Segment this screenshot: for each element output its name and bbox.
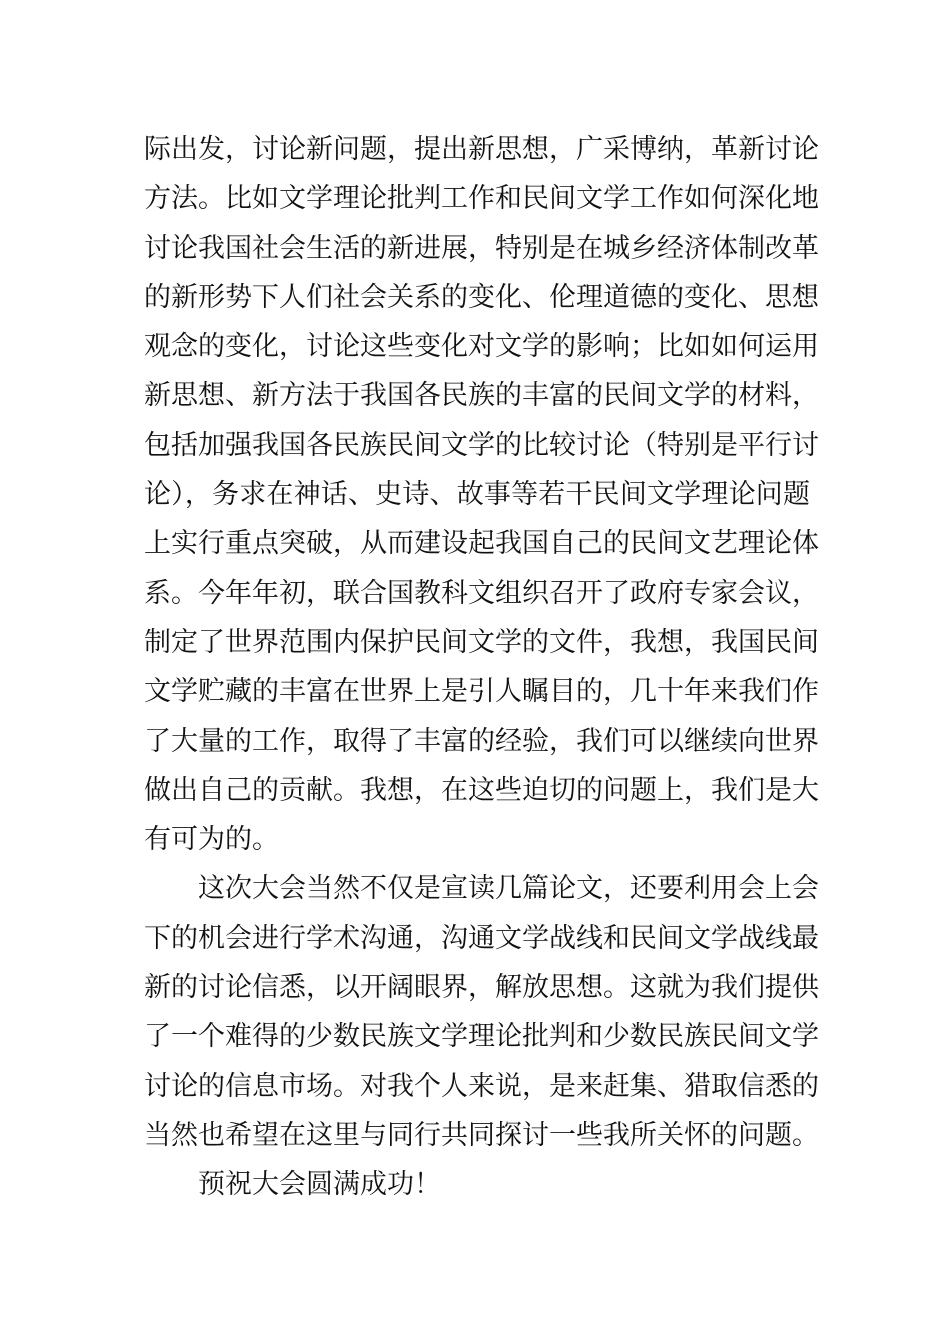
text-line: 做出自己的贡献。我想，在这些迫切的问题上，我们是大 [144,774,819,806]
text-line: 了大量的工作，取得了丰富的经验，我们可以继续向世界 [144,725,819,757]
text-line: 观念的变化，讨论这些变化对文学的影响；比如如何运用 [144,331,819,363]
text-line: 新思想、新方法于我国各民族的丰富的民间文学的材料， [144,380,819,412]
text-line: 际出发，讨论新问题，提出新思想，广采博纳，革新讨论 [144,134,819,165]
text-line: 制定了世界范围内保护民间文学的文件，我想，我国民间 [144,626,819,658]
text-line: 讨论我国社会生活的新进展，特别是在城乡经济体制改革 [144,232,819,264]
body-text [144,125,819,1210]
text-line: 论），务求在神话、史诗、故事等若干民间文学理论问题 [144,479,810,511]
text-line: 文学贮藏的丰富在世界上是引人瞩目的，几十年来我们作 [144,676,819,708]
text-line: 这次大会当然不仅是宣读几篇论文，还要利用会上会 [198,873,819,905]
text-line: 上实行重点突破，从而建设起我国自己的民间文艺理论体 [144,528,819,560]
text-line: 了一个难得的少数民族文学理论批判和少数民族民间文学 [144,1021,819,1053]
text-line: 系。今年年初，联合国教科文组织召开了政府专家会议， [144,577,819,609]
text-line: 方法。比如文学理论批判工作和民间文学工作如何深化地 [144,183,819,215]
text-line: 新的讨论信悉，以开阔眼界，解放思想。这就为我们提供 [144,972,819,1004]
text-line: 讨论的信息市场。对我个人来说，是来赶集、猎取信悉的 [144,1070,819,1102]
text-line: 包括加强我国各民族民间文学的比较讨论（特别是平行讨 [144,429,819,461]
closing-line: 预祝大会圆满成功！ [198,1169,441,1201]
text-line: 有可为的。 [144,824,279,856]
text-line: 当然也希望在这里与同行共同探讨一些我所关怀的问题。 [144,1119,819,1151]
text-line: 下的机会进行学术沟通，沟通文学战线和民间文学战线最 [144,922,819,954]
text-line: 的新形势下人们社会关系的变化、伦理道德的变化、思想 [144,281,819,313]
